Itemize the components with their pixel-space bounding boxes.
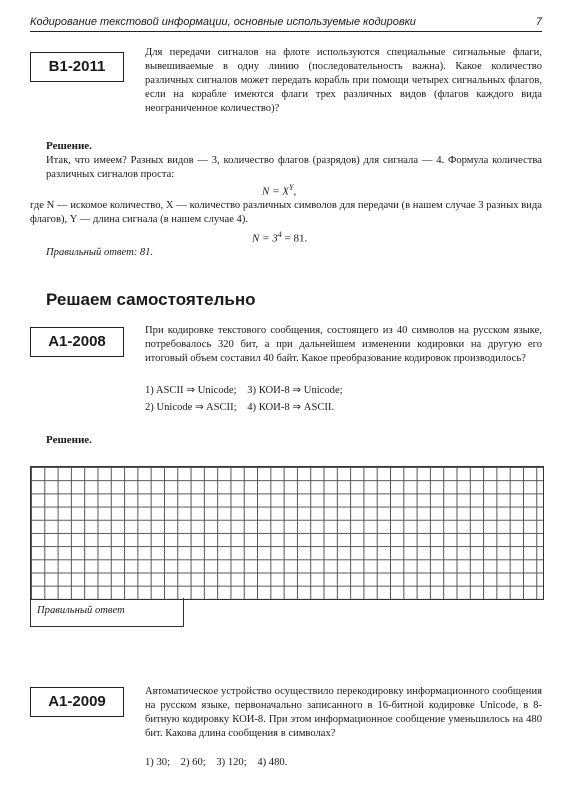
option-1-2009: 1) 30; xyxy=(145,757,171,768)
options-a1-2009 xyxy=(145,757,295,768)
formula-general-exponent: Y xyxy=(288,183,294,192)
answer-b1: Правильный ответ: 81. xyxy=(46,247,154,258)
solution-text-b1: Итак, что имеем? Разных видов — 3, количество флагов (разрядов) для сигнала — 4. Формула количества различных сигналов проста: xyxy=(46,155,542,180)
option-2: 2) Unicode ⇒ ASCII; xyxy=(145,402,237,413)
page-header xyxy=(30,16,542,32)
formula-general-base: N = X xyxy=(262,185,289,198)
task-a1-2009-text: Автоматическое устройство осуществило перекодировку информационного сообщения на русском языке, первоначально записанного в 16-битной кодировке Unicode, в 8-битную кодировку КОИ-8. При этом информационное сообщение уменьшилось на 480 бит. Какова длина сообщения в символах? xyxy=(145,686,542,739)
task-a1-2008-text: При кодировке текстового сообщения, состоящего из 40 символов на русском языке, потребовалось 320 бит, а при дальнейшем изменении кодировки на другую его итоговый объем составил 40 байт. Какое преобразование кодировок производилось? xyxy=(145,325,542,364)
formula-result-base: N = 3 xyxy=(252,232,278,245)
formula-result xyxy=(252,230,307,245)
page-number: 7 xyxy=(535,16,542,28)
answer-box[interactable] xyxy=(30,598,184,627)
task-code-a1-2009: А1-2009 xyxy=(30,687,124,717)
option-4: 4) КОИ-8 ⇒ ASCII. xyxy=(247,402,335,413)
solution-label-b1: Решение. xyxy=(46,140,92,152)
solution-label-a1-2008: Решение. xyxy=(46,434,92,446)
formula-explanation: где N — искомое количество, X — количество различных символов для передачи (в нашем случае 3 разных вида флагов), Y — длина сигнала (в нашем случае 4). xyxy=(30,200,542,225)
formula-general xyxy=(262,183,296,198)
header-title: Кодирование текстовой информации, основные используемые кодировки xyxy=(30,16,416,28)
option-1: 1) ASCII ⇒ Unicode; xyxy=(145,385,237,396)
option-4-2009: 4) 480. xyxy=(257,757,288,768)
formula-general-end: , xyxy=(293,185,297,198)
task-b1-text: Для передачи сигналов на флоте используются специальные сигнальные флаги, вывешиваемые в одну линию (последовательность важна). Какое количество различных сигналов может передать корабль при помощи четырех сигнальных флагов, если на корабле имеются флаги трех различных видов (флагов каждого вида неограниченное количество)? xyxy=(145,47,542,114)
task-code-b1-2011: В1-2011 xyxy=(30,52,124,82)
answer-box-label: Правильный ответ xyxy=(37,605,125,616)
section-title: Решаем самостоятельно xyxy=(46,290,256,309)
option-3-2009: 3) 120; xyxy=(216,757,247,768)
option-2-2009: 2) 60; xyxy=(180,757,206,768)
solution-grid[interactable] xyxy=(30,466,544,600)
formula-result-end: = 81. xyxy=(281,232,308,245)
options-row-2 xyxy=(145,401,342,413)
formula-result-exponent: 4 xyxy=(277,230,282,239)
option-3: 3) КОИ-8 ⇒ Unicode; xyxy=(247,385,343,396)
task-code-a1-2008: А1-2008 xyxy=(30,327,124,357)
options-row-1 xyxy=(145,384,351,396)
